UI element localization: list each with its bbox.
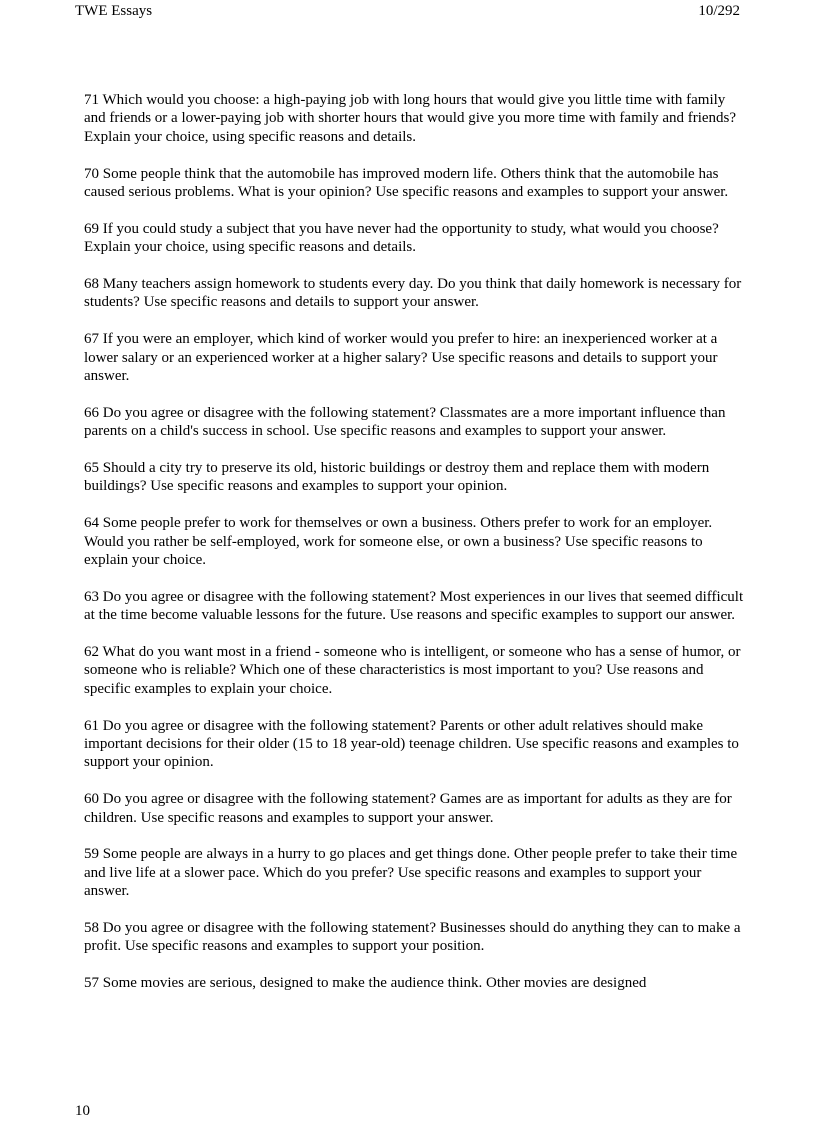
essay-prompt-57: 57 Some movies are serious, designed to make the audience think. Other movies are designed (84, 975, 647, 992)
page-indicator: 10/292 (698, 3, 740, 19)
essay-prompt-64: 64 Some people prefer to work for themselves or own a business. Others prefer to work for an employer. Would you rather be self-employed, work for someone else, or own a business? Use specific reasons to explain your choice. (84, 515, 713, 569)
essay-prompt-69: 69 If you could study a subject that you have never had the opportunity to study, what would you choose? Explain your choice, using specific reasons and details. (84, 220, 719, 256)
essay-prompt-58: 58 Do you agree or disagree with the following statement? Businesses should do anything they can to make a profit. Use specific reasons and examples to support your position. (84, 920, 741, 955)
essay-prompt-60: 60 Do you agree or disagree with the following statement? Games are as important for adults as they are for children. Use specific reasons and examples to support your answer. (84, 791, 732, 826)
essay-prompt-59: 59 Some people are always in a hurry to go places and get things done. Other people prefer to take their time and live life at a slower pace. Which do you prefer? Use specific reasons and examples to support your answer. (84, 846, 738, 900)
essay-prompt-62: 62 What do you want most in a friend - someone who is intelligent, or someone who has a sense of humor, or someone who is reliable? Which one of these characteristics is most important to you? Use reasons and specific examples to explain your choice. (84, 644, 741, 697)
essay-prompt-67: 67 If you were an employer, which kind of worker would you prefer to hire: an inexperienced worker at a lower salary or an experienced worker at a higher salary? Use specific reasons and details to support your answer. (84, 331, 718, 385)
essay-prompt-66: 66 Do you agree or disagree with the following statement? Classmates are a more important influence than parents on a child's success in school. Use specific reasons and examples to support your answer. (84, 404, 726, 440)
essay-prompt-71: 71 Which would you choose: a high-paying job with long hours that would give you little time with family and friends or a lower-paying job with shorter hours that would give you more time with family and friends? Explain your choice, using specific reasons and details. (84, 92, 737, 145)
document-title: TWE Essays (75, 3, 153, 19)
essay-prompt-list (84, 91, 744, 1011)
essay-prompt-70: 70 Some people think that the automobile has improved modern life. Others think that the automobile has caused serious problems. What is your opinion? Use specific reasons and examples to support your answer. (84, 165, 729, 201)
essay-prompt-68: 68 Many teachers assign homework to students every day. Do you think that daily homework is necessary for students? Use specific reasons and details to support your answer. (84, 276, 742, 311)
essay-prompt-63: 63 Do you agree or disagree with the following statement? Most experiences in our lives that seemed difficult at the time become valuable lessons for the future. Use reasons and specific examples to support our answer. (84, 588, 744, 624)
essay-prompt-65: 65 Should a city try to preserve its old, historic buildings or destroy them and replace them with modern buildings? Use specific reasons and examples to support your opinion. (84, 460, 710, 495)
essay-prompt-61: 61 Do you agree or disagree with the following statement? Parents or other adult relatives should make important decisions for their older (15 to 18 year-old) teenage children. Use specific reasons and examples to support your opinion. (84, 717, 739, 771)
page-number: 10 (75, 1103, 90, 1119)
